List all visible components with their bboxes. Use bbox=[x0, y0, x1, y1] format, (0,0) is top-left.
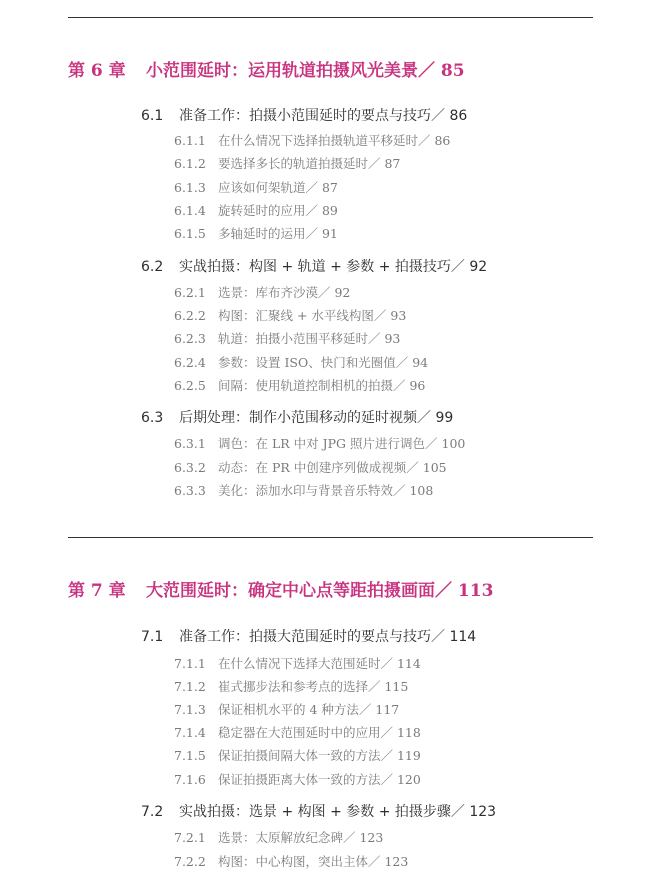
item-title: 间隔：使用轨道控制相机的拍摄／ 96 bbox=[218, 378, 426, 393]
item-title: 调色：在 LR 中对 JPG 照片进行调色／ 100 bbox=[218, 436, 466, 451]
item-number: 6.2.5 bbox=[174, 378, 206, 393]
item-number: 7.1.1 bbox=[174, 656, 206, 671]
item-title: 构图：中心构图，突出主体／ 123 bbox=[218, 854, 409, 869]
item-title: 选景：太原解放纪念碑／ 123 bbox=[218, 830, 384, 845]
item-title: 多轴延时的运用／ 91 bbox=[218, 226, 338, 241]
chapter-rule bbox=[68, 537, 593, 538]
item-number: 6.1.2 bbox=[174, 156, 206, 171]
toc-item bbox=[174, 481, 433, 499]
section-title: 后期处理：制作小范围移动的延时视频／ 99 bbox=[179, 410, 454, 426]
toc-item bbox=[174, 376, 425, 394]
item-title: 在什么情况下选择拍摄轨道平移延时／ 86 bbox=[218, 133, 451, 148]
toc-item bbox=[174, 178, 338, 196]
top-rule bbox=[68, 17, 593, 18]
item-number: 7.1.2 bbox=[174, 679, 206, 694]
toc-item bbox=[174, 458, 447, 476]
section-number: 6.2 bbox=[141, 259, 164, 275]
item-title: 保证拍摄距离大体一致的方法／ 120 bbox=[218, 772, 421, 787]
chapter-heading bbox=[68, 56, 465, 81]
chapter-heading bbox=[68, 576, 493, 601]
section-number: 6.3 bbox=[141, 410, 164, 426]
item-number: 6.2.4 bbox=[174, 355, 206, 370]
item-title: 保证相机水平的 4 种方法／ 117 bbox=[218, 702, 400, 717]
toc-item bbox=[174, 700, 399, 718]
item-number: 7.2.1 bbox=[174, 830, 206, 845]
item-title: 稳定器在大范围延时中的应用／ 118 bbox=[218, 725, 421, 740]
item-number: 6.3.1 bbox=[174, 436, 206, 451]
item-number: 6.1.1 bbox=[174, 133, 206, 148]
toc-item bbox=[174, 723, 421, 741]
toc-item bbox=[174, 201, 338, 219]
item-number: 7.1.4 bbox=[174, 725, 206, 740]
item-number: 6.1.5 bbox=[174, 226, 206, 241]
item-title: 参数：设置 ISO、快门和光圈值／ 94 bbox=[218, 355, 429, 370]
item-title: 要选择多长的轨道拍摄延时／ 87 bbox=[218, 156, 401, 171]
item-title: 构图：汇聚线 + 水平线构图／ 93 bbox=[218, 308, 407, 323]
section-number: 7.2 bbox=[141, 804, 164, 820]
item-number: 7.1.6 bbox=[174, 772, 206, 787]
toc-item bbox=[174, 283, 350, 301]
toc-item bbox=[174, 654, 421, 672]
toc-item bbox=[174, 677, 408, 695]
toc-item bbox=[174, 329, 400, 347]
toc-item bbox=[174, 746, 421, 764]
item-number: 7.1.3 bbox=[174, 702, 206, 717]
toc-item bbox=[174, 154, 400, 172]
item-title: 动态：在 PR 中创建序列做成视频／ 105 bbox=[218, 460, 447, 475]
section-title: 准备工作：拍摄大范围延时的要点与技巧／ 114 bbox=[179, 629, 477, 645]
toc-item bbox=[174, 353, 428, 371]
chapter-title: 大范围延时：确定中心点等距拍摄画面／ 113 bbox=[146, 581, 494, 601]
item-title: 旋转延时的应用／ 89 bbox=[218, 203, 338, 218]
section-heading bbox=[141, 407, 453, 427]
item-number: 7.1.5 bbox=[174, 748, 206, 763]
section-heading bbox=[141, 105, 467, 125]
item-title: 崔式挪步法和参考点的选择／ 115 bbox=[218, 679, 409, 694]
item-title: 选景：库布齐沙漠／ 92 bbox=[218, 285, 351, 300]
item-number: 7.2.2 bbox=[174, 854, 206, 869]
item-number: 6.1.4 bbox=[174, 203, 206, 218]
toc-item bbox=[174, 852, 408, 870]
item-number: 6.3.3 bbox=[174, 483, 206, 498]
item-title: 保证拍摄间隔大体一致的方法／ 119 bbox=[218, 748, 421, 763]
item-title: 轨道：拍摄小范围平移延时／ 93 bbox=[218, 331, 401, 346]
toc-item bbox=[174, 131, 450, 149]
item-title: 美化：添加水印与背景音乐特效／ 108 bbox=[218, 483, 434, 498]
toc-item bbox=[174, 434, 465, 452]
section-title: 实战拍摄：选景 + 构图 + 参数 + 拍摄步骤／ 123 bbox=[179, 804, 497, 820]
item-number: 6.2.2 bbox=[174, 308, 206, 323]
section-title: 准备工作：拍摄小范围延时的要点与技巧／ 86 bbox=[179, 108, 468, 124]
chapter-number: 第 6 章 bbox=[68, 61, 126, 81]
section-heading bbox=[141, 256, 487, 276]
section-title: 实战拍摄：构图 + 轨道 + 参数 + 拍摄技巧／ 92 bbox=[179, 259, 488, 275]
item-number: 6.1.3 bbox=[174, 180, 206, 195]
section-heading bbox=[141, 801, 496, 821]
item-title: 应该如何架轨道／ 87 bbox=[218, 180, 338, 195]
chapter-number: 第 7 章 bbox=[68, 581, 126, 601]
toc-item bbox=[174, 306, 406, 324]
item-number: 6.3.2 bbox=[174, 460, 206, 475]
toc-item bbox=[174, 224, 338, 242]
item-title: 在什么情况下选择大范围延时／ 114 bbox=[218, 656, 421, 671]
chapter-title: 小范围延时：运用轨道拍摄风光美景／ 85 bbox=[146, 61, 465, 81]
section-heading bbox=[141, 626, 476, 646]
item-number: 6.2.1 bbox=[174, 285, 206, 300]
item-number: 6.2.3 bbox=[174, 331, 206, 346]
section-number: 7.1 bbox=[141, 629, 164, 645]
toc-item bbox=[174, 770, 421, 788]
toc-item bbox=[174, 828, 383, 846]
section-number: 6.1 bbox=[141, 108, 164, 124]
